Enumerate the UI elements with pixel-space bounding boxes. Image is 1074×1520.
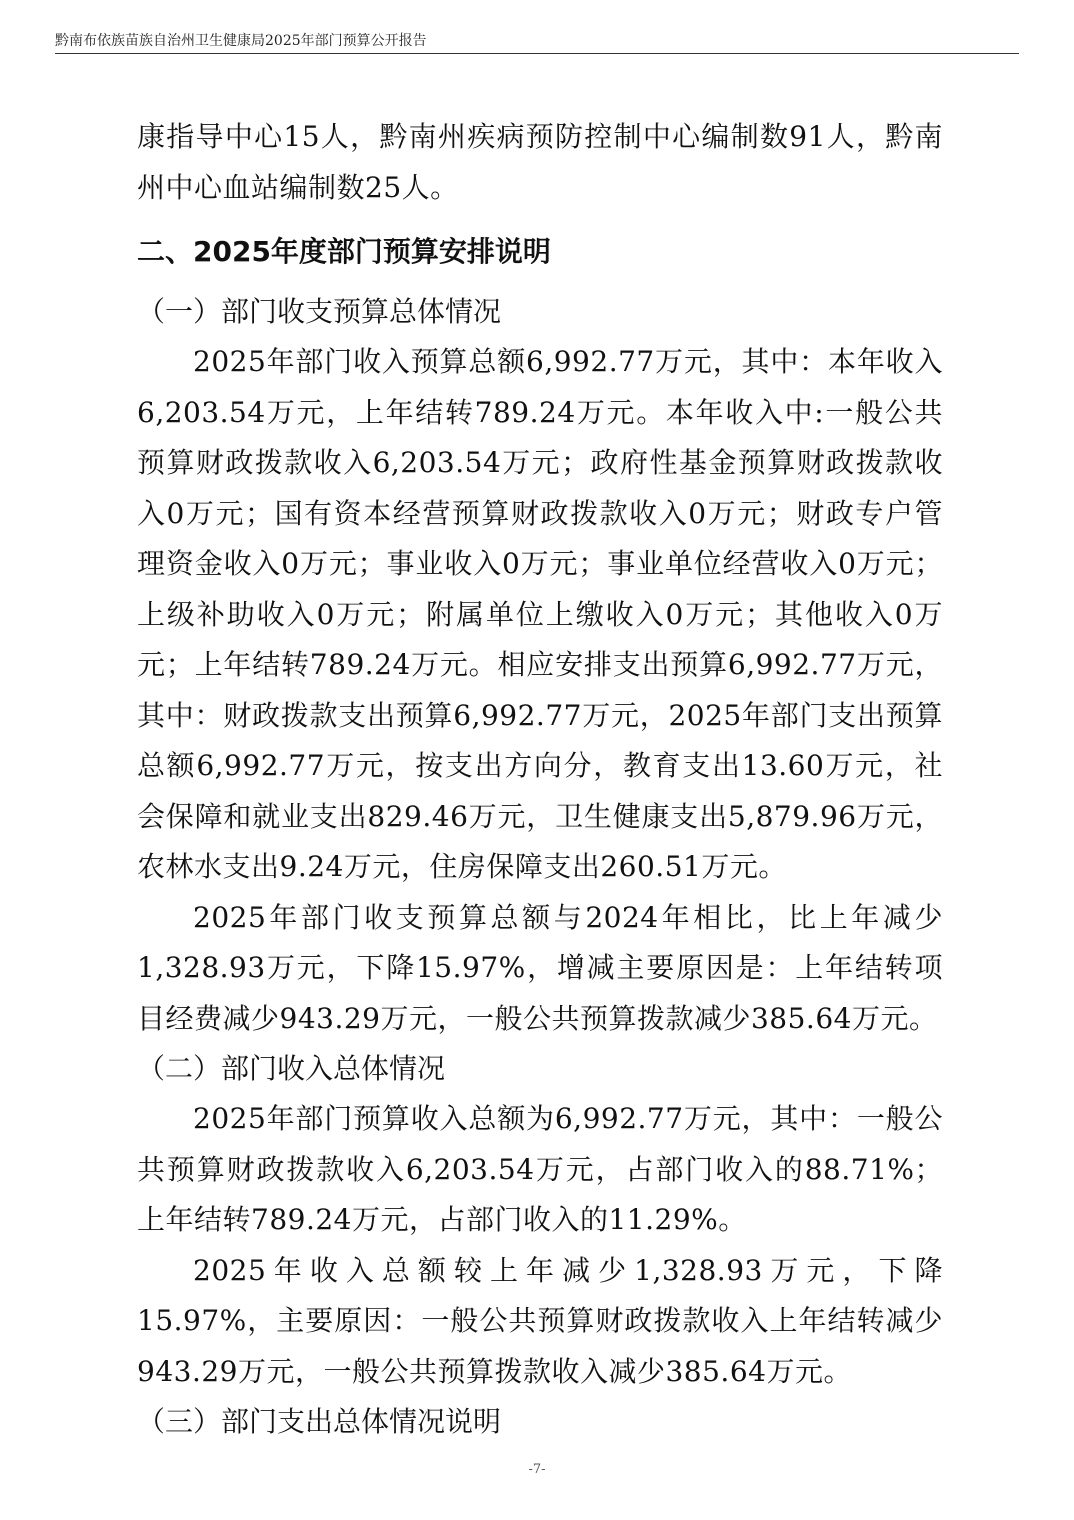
paragraph-income-change: 2025年收入总额较上年减少1,328.93万元，下降15.97%，主要原因：一般公共预算财政拨款收入上年结转减少943.29万元，一般公共预算拨款收入减少385.64万元。 xyxy=(137,1253,943,1388)
page-number: -7- xyxy=(528,1462,546,1477)
subsection-heading-overall-budget: （一）部门收支预算总体情况 xyxy=(137,295,502,328)
document-body xyxy=(137,112,943,1447)
paragraph-overall-budget: 2025年部门收入预算总额6,992.77万元，其中：本年收入6,203.54万元，上年结转789.24万元。本年收入中:一般公共预算财政拨款收入6,203.54万元；政府性基金预算财政拨款收入0万元；国有资本经营预算财政拨款收入0万元；财政专户管理资金收入0万元；事业收入0万元；事业单位经营收入0万元；上级补助收入0万元；附属单位上缴收入0万元；其他收入0万元；上年结转789.24万元。相应安排支出预算6,992.77万元，其中：财政拨款支出预算6,992.77万元，2025年部门支出预算总额6,992.77万元，按支出方向分，教育支出13.60万元，社会保障和就业支出829.46万元，卫生健康支出5,879.96万元，农林水支出9.24万元，住房保障支出260.51万元。 xyxy=(137,345,943,883)
running-header: 黔南布依族苗族自治州卫生健康局2025年部门预算公开报告 xyxy=(55,33,427,49)
paragraph-budget-comparison: 2025年部门收支预算总额与2024年相比，比上年减少1,328.93万元，下降15.97%，增减主要原因是：上年结转项目经费减少943.29万元，一般公共预算拨款减少385.64万元。 xyxy=(137,900,943,1035)
subsection-heading-expenditure: （三）部门支出总体情况说明 xyxy=(137,1405,502,1438)
header-divider xyxy=(55,53,1019,54)
subsection-heading-income: （二）部门收入总体情况 xyxy=(137,1052,446,1085)
section-heading-budget-explanation: 二、2025年度部门预算安排说明 xyxy=(137,235,551,268)
paragraph-income-total: 2025年部门预算收入总额为6,992.77万元，其中：一般公共预算财政拨款收入6,203.54万元，占部门收入的88.71%；上年结转789.24万元，占部门收入的11.29%。 xyxy=(137,1102,943,1236)
paragraph-staffing-continued: 康指导中心15人，黔南州疾病预防控制中心编制数91人，黔南州中心血站编制数25人。 xyxy=(137,120,943,204)
